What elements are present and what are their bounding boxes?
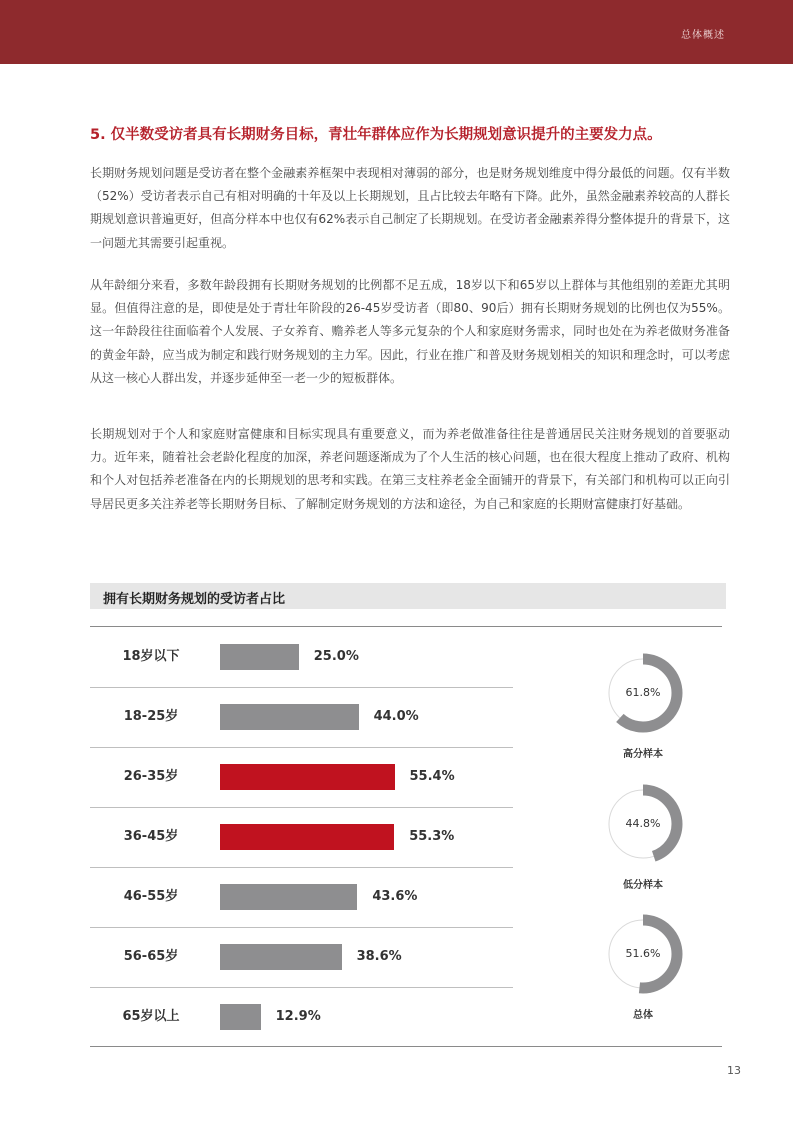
bar-row <box>90 687 513 748</box>
category-label: 65岁以上 <box>122 1009 180 1024</box>
donut-value: 51.6% <box>625 947 661 960</box>
bar <box>220 1004 261 1030</box>
category-label: 46-55岁 <box>123 889 179 904</box>
donut-label: 总体 <box>633 1010 653 1021</box>
value-label: 12.9% <box>275 1009 321 1024</box>
bar <box>220 704 359 730</box>
value-label: 55.4% <box>409 769 455 784</box>
category-label: 26-35岁 <box>123 769 179 784</box>
donut-chart <box>603 914 683 1021</box>
chart-bottom-rule <box>90 1046 722 1047</box>
category-label: 18岁以下 <box>122 649 180 664</box>
donut-value: 44.8% <box>625 817 661 830</box>
bar <box>220 644 299 670</box>
paragraph-2: 从年龄细分来看，多数年龄段拥有长期财务规划的比例都不足五成，18岁以下和65岁以上群体与其他组别的差距尤其明显。但值得注意的是，即使是处于青壮年阶段的26-45岁受访者（即80、90后）拥有长期财务规划的比例也仅为55%。这一年龄段往往面临着个人发展、子女养育、赡养老人等多元复杂的个人和家庭财务需求，同时也处在为养老做财务准备的黄金年龄，应当成为制定和践行财务规划的主力军。因此，行业在推广和普及财务规划相关的知识和理念时，可以考虑从这一核心人群出发，并逐步延伸至一老一少的短板群体。 <box>90 278 730 385</box>
bar <box>220 944 342 970</box>
section-title: 总体概述 <box>681 30 725 41</box>
page-number: 13 <box>727 1064 741 1077</box>
bar <box>220 764 395 790</box>
donut-chart <box>603 784 683 891</box>
category-label: 18-25岁 <box>123 709 179 724</box>
bar-row <box>90 627 513 688</box>
value-label: 25.0% <box>313 649 359 664</box>
chart-title-bar <box>90 583 726 609</box>
donut-label: 高分样本 <box>623 749 663 760</box>
section-heading: 5. 仅半数受访者具有长期财务目标，青壮年群体应作为长期规划意识提升的主要发力点。 <box>90 127 662 143</box>
header-bar <box>0 0 793 64</box>
category-label: 56-65岁 <box>123 949 179 964</box>
value-label: 55.3% <box>409 829 455 844</box>
paragraph-1: 长期财务规划问题是受访者在整个金融素养框架中表现相对薄弱的部分，也是财务规划维度中得分最低的问题。仅有半数（52%）受访者表示自己有相对明确的十年及以上长期规划，且占比较去年略有下降。此外，虽然金融素养较高的人群长期规划意识普遍更好，但高分样本中也仅有62%表示自己制定了长期规划。在受访者金融素养得分整体提升的背景下，这一问题尤其需要引起重视。 <box>90 166 730 250</box>
bar-row <box>90 747 513 808</box>
category-label: 36-45岁 <box>123 829 179 844</box>
value-label: 38.6% <box>356 949 402 964</box>
bar-row <box>90 867 513 928</box>
chart-title: 拥有长期财务规划的受访者占比 <box>103 592 286 607</box>
donut-chart <box>603 653 683 760</box>
bar-row <box>90 927 513 988</box>
bar-row <box>90 987 513 1047</box>
paragraph-3: 长期规划对于个人和家庭财富健康和目标实现具有重要意义，而为养老做准备往往是普通居民关注财务规划的首要驱动力。近年来，随着社会老龄化程度的加深，养老问题逐渐成为了个人生活的核心问题，也在很大程度上推动了政府、机构和个人对包括养老准备在内的长期规划的思考和实践。在第三支柱养老金全面铺开的背景下，有关部门和机构可以正向引导居民更多关注养老等长期财务目标、了解制定财务规划的方法和途径，为自己和家庭的长期财富健康打好基础。 <box>90 427 730 511</box>
donut-label: 低分样本 <box>623 880 663 891</box>
bar-row <box>90 807 513 868</box>
bar <box>220 884 357 910</box>
value-label: 44.0% <box>373 709 419 724</box>
donut-value: 61.8% <box>625 686 661 699</box>
bar <box>220 824 394 850</box>
value-label: 43.6% <box>372 889 418 904</box>
